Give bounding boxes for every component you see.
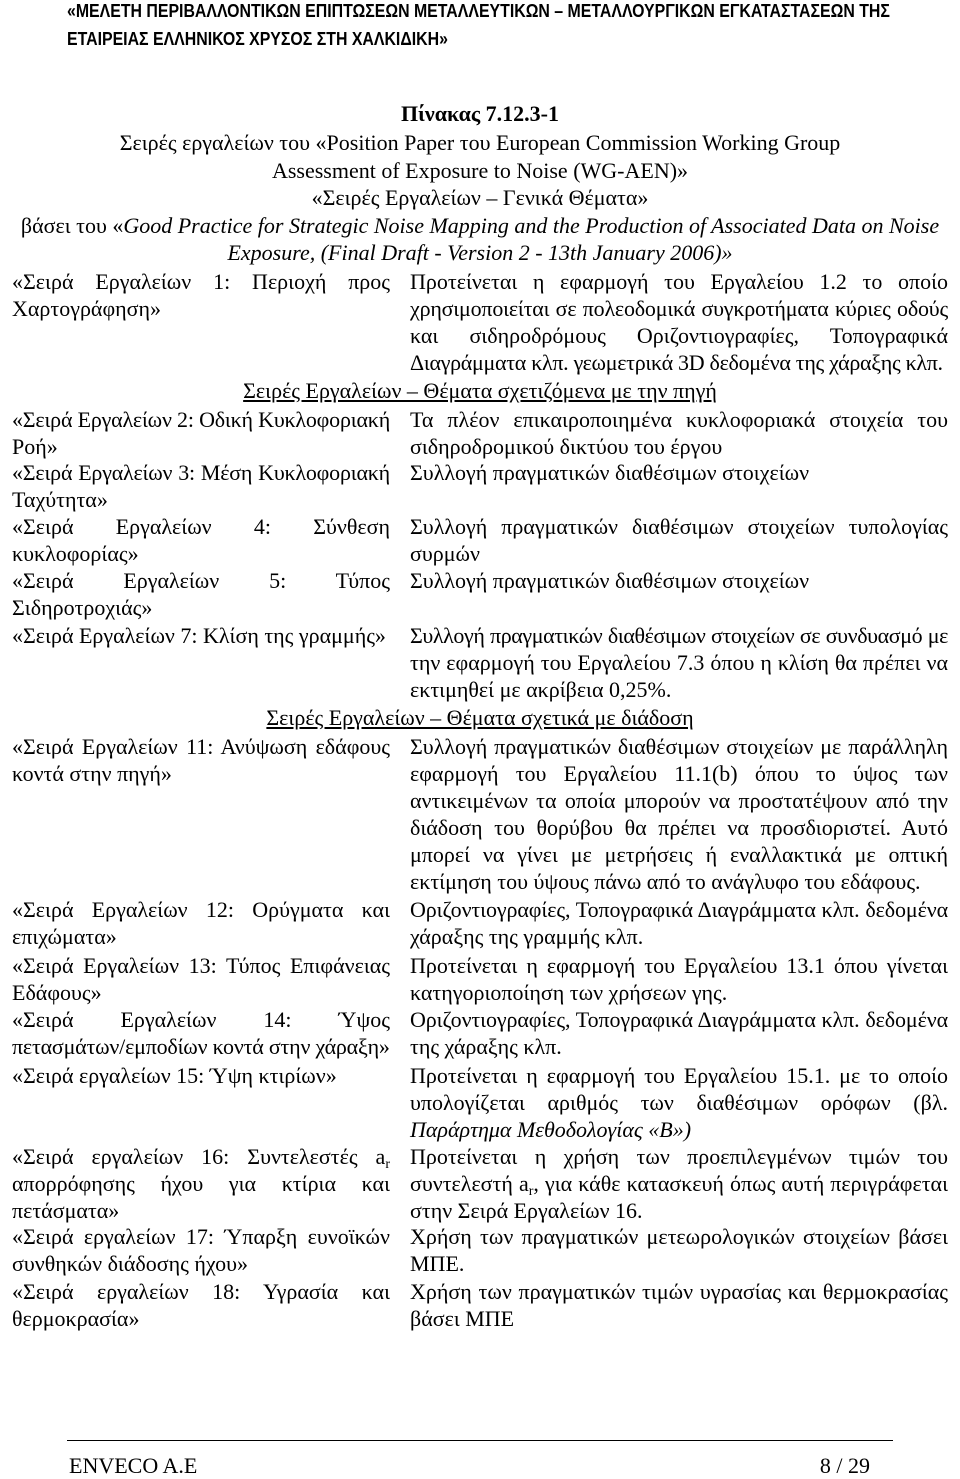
recommendation-cell xyxy=(410,1062,948,1143)
recommendation-cell xyxy=(410,1006,948,1060)
subscript: r xyxy=(528,1184,534,1199)
recommendation-cell xyxy=(410,1223,948,1277)
tool-series-text: «Σειρά εργαλείων 16: Συντελεστές a xyxy=(12,1144,386,1169)
table-caption: Πίνακας 7.12.3-1 xyxy=(400,101,559,126)
tool-series-cell xyxy=(12,513,390,567)
table-title-line: Σειρές εργαλείων του «Position Paper του European Commission Working Group xyxy=(119,130,841,155)
header-line xyxy=(67,28,499,48)
recommendation-line: Οριζοντιογραφίες, Τοπογραφικά Διαγράμματα κλπ. δεδομένα xyxy=(410,897,948,922)
recommendation-line: την εφαρμογή του Εργαλείου 7.3 όπου η κλίση θα πρέπει να xyxy=(410,650,948,675)
table-title-prefix: βάσει του « xyxy=(20,212,124,238)
section-heading xyxy=(0,377,960,404)
tool-series-cell xyxy=(12,1062,390,1089)
recommendation-line: μπορεί να γίνει με μετρήσεις ή εναλλακτικά με οπτική xyxy=(410,842,948,867)
recommendation-cell xyxy=(410,622,948,703)
recommendation-cell xyxy=(410,459,948,486)
recommendation-line: αντικειμένων τα οποία μπορούν να προστατέψουν από την xyxy=(410,788,948,813)
recommendation-line: υπολογίζεται αριθμός των διαθέσιμων ορόφων (βλ. xyxy=(410,1090,948,1115)
recommendation-line: Συλλογή πραγματικών διαθέσιμων στοιχείων τυπολογίας xyxy=(410,514,948,539)
recommendation-line: της χάραξης κλπ. xyxy=(410,1034,562,1059)
recommendation-line: χρησιμοποιείται σε πολεοδομικά συγκροτήματα κύριες οδούς xyxy=(410,296,948,321)
recommendation-cell xyxy=(410,896,948,950)
tool-series-line: «Σειρά Εργαλείων 4: Σύνθεση xyxy=(12,514,390,539)
recommendation-line: Οριζοντιογραφίες, Τοπογραφικά Διαγράμματα κλπ. δεδομένα xyxy=(410,1007,948,1032)
recommendation-text: συντελεστή a xyxy=(410,1171,529,1196)
recommendation-line: Διαγράμματα κλπ. γεωμετρικά 3D δεδομένα της χάραξης κλπ. xyxy=(410,350,943,375)
recommendation-line xyxy=(410,1170,948,1197)
tool-series-line: «Σειρά Εργαλείων 14: Ύψος xyxy=(12,1007,390,1032)
recommendation-cell xyxy=(410,733,948,895)
tool-series-cell xyxy=(12,1223,390,1277)
table-title-line: «Σειρές Εργαλείων – Γενικά Θέματα» xyxy=(311,185,649,210)
recommendation-cell xyxy=(410,952,948,1006)
recommendation-line: χάραξης της γραμμής κλπ. xyxy=(410,924,644,949)
recommendation-line: Τα πλέον επικαιροποιημένα κυκλοφοριακά στοιχεία του xyxy=(410,407,948,432)
tool-series-cell xyxy=(12,406,390,460)
header-line xyxy=(67,0,960,20)
table-title-block xyxy=(0,129,960,267)
subscript: r xyxy=(385,1157,390,1172)
tool-series-line: «Σειρά Εργαλείων 12: Ορύγματα και xyxy=(12,897,390,922)
recommendation-line: σιδηροδρομικού δικτύου του έργου xyxy=(410,434,723,459)
tool-series-cell xyxy=(12,268,390,322)
recommendation-line: ΜΠΕ. xyxy=(410,1251,465,1276)
tool-series-line: κοντά στην πηγή» xyxy=(12,761,172,786)
recommendation-line: Παράρτημα Μεθοδολογίας «Β») xyxy=(410,1117,692,1142)
tool-series-line: θερμοκρασία» xyxy=(12,1306,140,1331)
tool-series-cell xyxy=(12,622,390,649)
recommendation-cell xyxy=(410,513,948,567)
tool-series-line: «Σειρά Εργαλείων 13: Τύπος Επιφάνειας xyxy=(12,953,390,978)
recommendation-line: κατηγοριοποίηση των χρήσεων γης. xyxy=(410,980,728,1005)
recommendation-cell xyxy=(410,406,948,460)
recommendation-line: Συλλογή πραγματικών διαθέσιμων στοιχείων xyxy=(410,460,810,485)
recommendation-line: Προτείνεται η εφαρμογή του Εργαλείου 13.1 όπου γίνεται xyxy=(410,953,948,978)
tool-series-line: πετασμάτων/εμποδίων κοντά στην χάραξη» xyxy=(12,1034,390,1059)
tool-series-line: κυκλοφορίας» xyxy=(12,541,139,566)
tool-series-line: «Σειρά Εργαλείων 5: Τύπος xyxy=(12,568,390,593)
recommendation-cell xyxy=(410,567,948,594)
recommendation-line: Προτείνεται η εφαρμογή του Εργαλείου 1.2 το οποίο xyxy=(410,269,948,294)
recommendation-line: εκτιμηθεί με ακρίβεια 0,25%. xyxy=(410,677,672,702)
section-heading-text: Σειρές Εργαλείων – Θέματα σχετιζόμενα με την πηγή xyxy=(243,378,717,403)
tool-series-cell xyxy=(12,1278,390,1332)
tool-series-line: «Σειρά Εργαλείων 3: Μέση Κυκλοφοριακή xyxy=(12,460,390,485)
recommendation-text: , για κάθε κατασκευή όπως αυτή περιγράφεται xyxy=(533,1171,948,1196)
footer-page-number: 8 / 29 xyxy=(819,1453,870,1478)
recommendation-line: Συλλογή πραγματικών διαθέσιμων στοιχείων σε συνδυασμό με xyxy=(410,623,948,648)
recommendation-line: συρμών xyxy=(410,541,480,566)
section-heading xyxy=(0,704,960,731)
tool-series-line: «Σειρά Εργαλείων 11: Ανύψωση εδάφους xyxy=(12,734,390,759)
tool-series-line: Σιδηροτροχιάς» xyxy=(12,595,153,620)
recommendation-cell xyxy=(410,1278,948,1332)
table-title-line: Assessment of Exposure to Noise (WG-AEN)» xyxy=(271,157,689,183)
recommendation-line: εκτίμηση του ύψους πάνω από το ανάγλυφο του εδάφους. xyxy=(410,869,921,894)
table-title-line xyxy=(0,212,960,240)
tool-series-cell xyxy=(12,567,390,621)
recommendation-line: στην Σειρά Εργαλείων 16. xyxy=(410,1198,643,1223)
tool-series-cell xyxy=(12,459,390,513)
tool-series-line: «Σειρά Εργαλείων 1: Περιοχή προς xyxy=(12,269,390,294)
tool-series-line: Ταχύτητα» xyxy=(12,487,108,512)
recommendation-line: και σιδηροδρόμους Οριζοντιογραφίες, Τοπογραφικά xyxy=(410,323,948,348)
tool-series-line: Εδάφους» xyxy=(12,980,102,1005)
tool-series-cell xyxy=(12,733,390,787)
tool-series-line: απορρόφησης ήχου για κτίρια και xyxy=(12,1171,390,1196)
recommendation-cell xyxy=(410,268,948,376)
tool-series-cell xyxy=(12,1143,390,1224)
footer-company: ENVECO A.E xyxy=(69,1453,198,1478)
recommendation-line: Συλλογή πραγματικών διαθέσιμων στοιχείων με παράλληλη xyxy=(410,734,948,759)
tool-series-line: «Σειρά εργαλείων 18: Υγρασία και xyxy=(12,1279,390,1304)
header-title-line-1: «ΜΕΛΕΤΗ ΠΕΡΙΒΑΛΛΟΝΤΙΚΩΝ ΕΠΙΠΤΩΣΕΩΝ ΜΕΤΑΛΛΕΥΤΙΚΩΝ – ΜΕΤΑΛΛΟΥΡΓΙΚΩΝ ΕΓΚΑΤΑΣΤΑΣΕΩΝ ΤΗΣ xyxy=(67,1,890,21)
tool-series-line xyxy=(12,1143,390,1170)
recommendation-line: Χρήση των πραγματικών μετεωρολογικών στοιχείων βάσει xyxy=(410,1224,948,1249)
tool-series-cell xyxy=(12,1006,390,1060)
recommendation-line: Χρήση των πραγματικών τιμών υγρασίας και θερμοκρασίας xyxy=(410,1279,948,1304)
tool-series-line: Ροή» xyxy=(12,434,58,459)
footer-divider xyxy=(67,1440,893,1441)
tool-series-cell xyxy=(12,952,390,1006)
tool-series-line: «Σειρά εργαλείων 15: Ύψη κτιρίων» xyxy=(12,1063,337,1088)
recommendation-line: εφαρμογή του Εργαλείου 11.1(b) όπου το ύψος των xyxy=(410,761,948,786)
recommendation-line: Προτείνεται η χρήση των προεπιλεγμένων τιμών του xyxy=(410,1144,948,1169)
section-heading-text: Σειρές Εργαλείων – Θέματα σχετικά με διάδοση xyxy=(266,705,694,730)
table-title-line: Exposure, (Final Draft - Version 2 - 13th January 2006)» xyxy=(227,240,733,265)
recommendation-line: Συλλογή πραγματικών διαθέσιμων στοιχείων xyxy=(410,568,810,593)
recommendation-line: Προτείνεται η εφαρμογή του Εργαλείου 15.1. με το οποίο xyxy=(410,1063,948,1088)
tool-series-line: «Σειρά Εργαλείων 7: Κλίση της γραμμής» xyxy=(12,623,386,648)
tool-series-cell xyxy=(12,896,390,950)
tool-series-line: Χαρτογράφηση» xyxy=(12,296,162,321)
recommendation-cell xyxy=(410,1143,948,1224)
tool-series-line: «Σειρά Εργαλείων 2: Οδική Κυκλοφοριακή xyxy=(12,407,390,432)
tool-series-line: πετάσματα» xyxy=(12,1198,120,1223)
tool-series-line: συνθηκών διάδοσης ήχου» xyxy=(12,1251,248,1276)
tool-series-line: επιχώματα» xyxy=(12,924,117,949)
tool-series-line: «Σειρά εργαλείων 17: Ύπαρξη ευνοϊκών xyxy=(12,1224,390,1249)
table-title-source: Good Practice for Strategic Noise Mapping and the Production of Associated Data on Noise xyxy=(123,212,940,238)
header-title-line-2: ΕΤΑΙΡΕΙΑΣ ΕΛΛΗΝΙΚΟΣ ΧΡΥΣΟΣ ΣΤΗ ΧΑΛΚΙΔΙΚΗ» xyxy=(67,29,448,49)
recommendation-line: βάσει ΜΠΕ xyxy=(410,1306,515,1331)
recommendation-line: διάδοση του θορύβου θα πρέπει να προσδιοριστεί. Αυτό xyxy=(410,815,948,840)
